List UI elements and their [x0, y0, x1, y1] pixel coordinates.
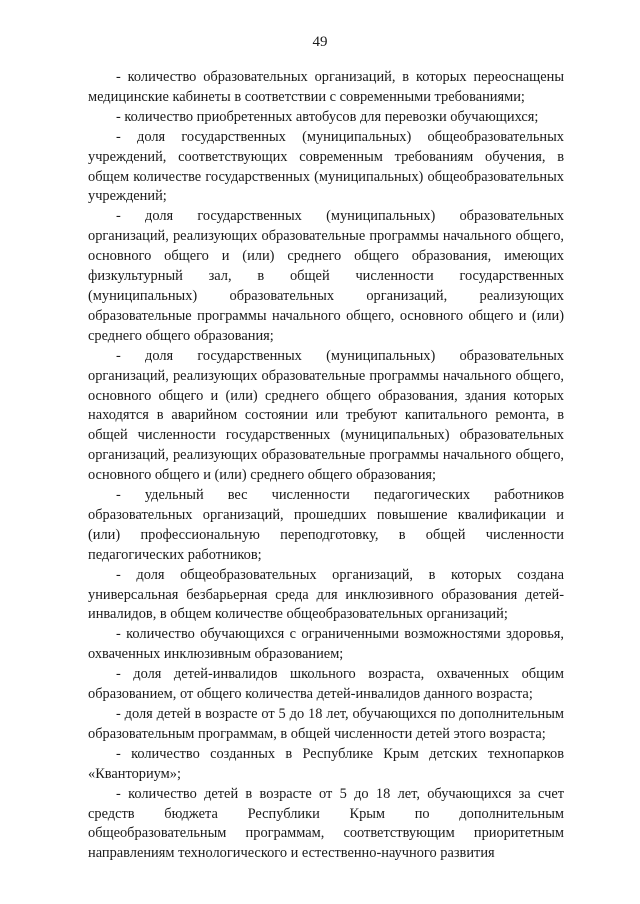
paragraph-additional-education: - доля детей в возрасте от 5 до 18 лет, обучающихся по дополнительным образовательным программам, в общей численности детей этого возраста; — [88, 706, 564, 742]
paragraph-budget-funded-children: - количество детей в возрасте от 5 до 18 лет, обучающихся за счет средств бюджета Республики Крым по дополнительным общеобразовательным программам, соответствующим приоритетным направлениям технологического и естественно-научного развития — [88, 785, 564, 862]
paragraph-buses: - количество приобретенных автобусов для перевозки обучающихся; — [116, 108, 539, 125]
page-number: 49 — [312, 34, 328, 50]
paragraph-medical-rooms: - количество образовательных организаций, в которых переоснащены медицинские кабинеты в соответствии с современными требованиями; — [88, 69, 564, 105]
paragraph-emergency-buildings: - доля государственных (муниципальных) образовательных организаций, реализующих образовательные программы начального общего, основного общего и (или) среднего общего образования, здания которых находятся в аварийном состоянии или требуют капитального ремонта, в общей численности государственных (муниципальных) образовательных организаций, реализующих образовательные программы начального общего, основного общего и (или) среднего общего образования; — [88, 347, 564, 484]
paragraph-modern-requirements: - доля государственных (муниципальных) общеобразовательных учреждений, соответствующих современным требованиям обучения, в общем количестве государственных (муниципальных) общеобразовательных учреждений; — [88, 128, 564, 205]
paragraph-kvantorium: - количество созданных в Республике Крым детских технопарков «Кванториум»; — [88, 745, 564, 782]
paragraph-barrier-free: - доля общеобразовательных организаций, в которых создана универсальная безбарьерная среда для инклюзивного образования детей-инвалидов, в общем количестве общеобразовательных организаций; — [88, 566, 564, 623]
document-body — [88, 68, 564, 864]
paragraph-disabled-children: - доля детей-инвалидов школьного возраста, охваченных общим образованием, от общего количества детей-инвалидов данного возраста; — [88, 666, 564, 703]
paragraph-inclusive-students: - количество обучающихся с ограниченными возможностями здоровья, охваченных инклюзивным образованием; — [88, 626, 564, 663]
paragraph-teacher-training: - удельный вес численности педагогических работников образовательных организаций, прошедших повышение квалификации и (или) профессиональную переподготовку, в общей численности педагогических работников; — [88, 487, 564, 563]
paragraph-gym-hall: - доля государственных (муниципальных) образовательных организаций, реализующих образовательные программы начального общего, основного общего и (или) среднего общего образования, имеющих физкультурный зал, в общей численности государственных (муниципальных) образовательных организаций, реализующих образовательные программы начального общего, основного общего и (или) среднего общего образования; — [88, 208, 564, 344]
